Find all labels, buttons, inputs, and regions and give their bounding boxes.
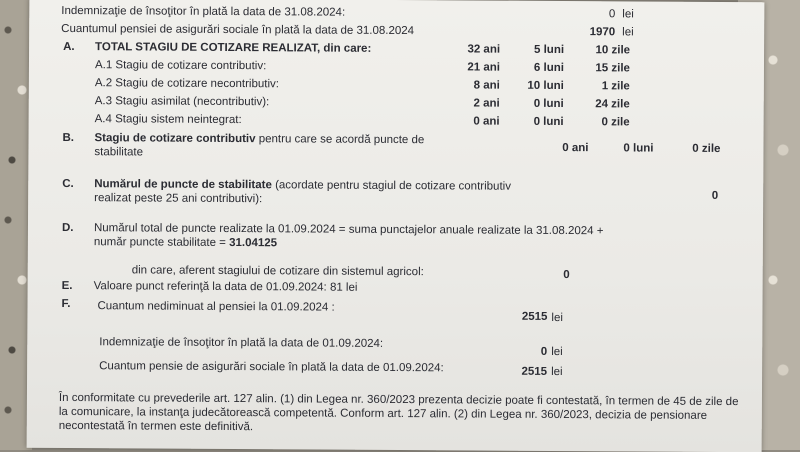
section-b-ani: 0 ani xyxy=(562,142,589,155)
pension-0831-value: 1970 xyxy=(589,26,616,39)
section-d-agri-label: din care, aferent stagiului de cotizare din sistemul agricol: xyxy=(131,264,424,279)
section-d-line2-label: număr puncte stabilitate = xyxy=(93,236,230,249)
a1-ani: 21 ani xyxy=(467,61,500,74)
escort-allowance-0901-unit: lei xyxy=(551,345,563,359)
pension-0901-value: 2515 xyxy=(521,365,548,378)
pension-0901-unit: lei xyxy=(551,365,563,379)
section-e-text: Valoare punct referinţă la data de 01.09.2024: 81 lei xyxy=(93,280,358,294)
section-c-rest: (acordate pentru stagiul de cotizare contributiv xyxy=(271,179,512,193)
document-page xyxy=(27,0,765,452)
pension-0901-label: Cuantum pensie de asigurări sociale în plată la data de 01.09.2024: xyxy=(99,360,444,375)
a3-label: A.3 Stagiu asimilat (necontributiv): xyxy=(94,95,270,109)
section-f-text: Cuantum nediminuat al pensiei la 01.09.2024 : xyxy=(97,300,335,314)
section-a-luni: 5 luni xyxy=(534,43,565,57)
section-c-letter: C. xyxy=(62,177,74,191)
escort-allowance-0901-value: 0 xyxy=(540,345,548,358)
section-c-bold: Numărul de puncte de stabilitate xyxy=(94,178,272,192)
section-d-total-points: 31.04125 xyxy=(229,236,278,250)
a4-label: A.4 Stagiu sistem neintegrat: xyxy=(94,113,242,127)
section-f-value: 2515 xyxy=(521,310,548,323)
section-b-rest: pentru care se acordă puncte de xyxy=(255,133,425,147)
section-a-title xyxy=(95,41,371,55)
a3-ani: 2 ani xyxy=(473,97,500,110)
a1-zile: 15 zile xyxy=(595,62,630,75)
section-d-letter: D. xyxy=(61,221,74,235)
section-b-letter: B. xyxy=(62,131,75,145)
escort-allowance-0831-value: 0 xyxy=(608,8,616,21)
pension-0831-unit: lei xyxy=(622,26,634,39)
a2-zile: 1 zile xyxy=(601,80,630,93)
a2-label: A.2 Stagiu de cotizare necontributiv: xyxy=(94,77,280,91)
a1-luni: 6 luni xyxy=(533,61,564,75)
a1-label: A.1 Stagiu de cotizare contributiv: xyxy=(94,59,267,73)
section-b-text xyxy=(94,132,424,146)
section-f-unit: lei xyxy=(551,311,563,325)
a2-ani: 8 ani xyxy=(473,79,500,92)
section-e-letter: E. xyxy=(61,279,73,293)
a2-luni: 10 luni xyxy=(527,79,564,93)
section-a-title-suffix: , din care: xyxy=(316,42,372,55)
a4-ani: 0 ani xyxy=(473,115,500,128)
section-c-text xyxy=(94,178,511,193)
section-c-line2: realizat peste 25 ani contributivi): xyxy=(94,192,263,206)
section-a-ani: 32 ani xyxy=(467,43,501,56)
a4-zile: 0 zile xyxy=(601,116,630,129)
section-b-zile: 0 zile xyxy=(692,142,721,155)
section-c-value: 0 xyxy=(711,189,719,202)
pension-decision-content xyxy=(27,0,765,452)
section-f-letter: F. xyxy=(61,297,71,311)
section-a-letter: A. xyxy=(63,40,75,54)
section-d-line1: Numărul total de puncte realizate la 01.09.2024 = suma punctajelor anuale realizate la 31.08.2024 + xyxy=(93,222,604,238)
section-b-line2: stabilitate xyxy=(94,146,144,159)
section-a-zile: 10 zile xyxy=(595,44,631,57)
escort-allowance-0831-label: Indemnizaţie de însoţitor în plată la data de 31.08.2024: xyxy=(61,4,346,19)
section-d-line2 xyxy=(94,236,277,249)
a4-luni: 0 luni xyxy=(533,115,564,129)
section-b-bold: Stagiu de cotizare contributiv xyxy=(94,132,256,146)
section-a-title-bold: TOTAL STAGIU DE COTIZARE REALIZAT xyxy=(95,41,318,55)
a3-zile: 24 zile xyxy=(595,98,630,111)
pension-0831-label: Cuantumul pensiei de asigurări sociale în plată la data de 31.08.2024 xyxy=(61,22,415,38)
section-d-agri-value: 0 xyxy=(563,269,570,282)
section-b-luni: 0 luni xyxy=(623,142,654,155)
a3-luni: 0 luni xyxy=(533,97,564,111)
escort-allowance-0901-label: Indemnizaţie de însoţitor în plată la data de 01.09.2024: xyxy=(99,336,384,350)
legal-notice-paragraph: În conformitate cu prevederile art. 127 alin. (1) din Legea nr. 360/2023 prezenta decizie poate fi contestată, în termen de 45 de zile de la comunicare, la instanţa judecătorească competentă. Conform art. 127 alin. (2) din Legea nr. 360/2023, decizia de pensionare necontestată în termen este definitivă. xyxy=(58,391,739,434)
escort-allowance-0831-unit: lei xyxy=(622,8,634,21)
